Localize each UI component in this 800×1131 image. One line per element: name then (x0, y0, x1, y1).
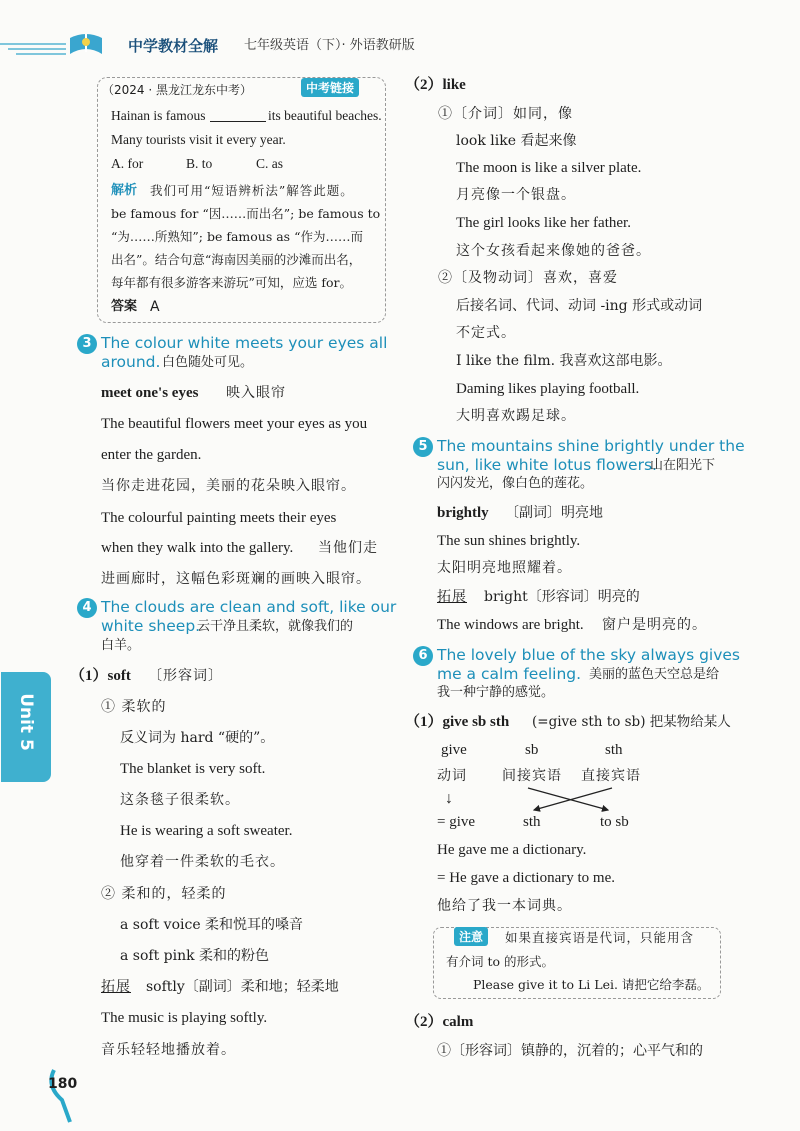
item4-extension-label: 拓展 (101, 979, 131, 995)
header-subtitle: 七年级英语（下）· 外语教研版 (244, 38, 415, 53)
diagram-down-arrow: ↓ (445, 790, 453, 807)
item-number-6: 6 (413, 646, 433, 666)
item5-example-zh: 太阳明亮地照耀着。 (437, 560, 572, 576)
header-decoration (0, 40, 70, 60)
col2-heading-like: （2）like (405, 77, 466, 93)
item5-word: brightly (437, 505, 489, 521)
like-sense2b: 不定式。 (456, 325, 516, 341)
item6-translation-2: 我一种宁静的感觉。 (437, 685, 555, 700)
option-a: A. for (111, 156, 144, 171)
item5-example2-zh: 窗户是明亮的。 (602, 617, 707, 633)
like-sense2e: 大明喜欢踢足球。 (456, 408, 576, 424)
diagram-indirect-object: 间接宾语 (502, 768, 562, 784)
item6-example1: He gave me a dictionary. (437, 842, 587, 858)
diagram-cross-arrows (520, 786, 630, 814)
item3-sentence-line1: The colour white meets your eyes all (101, 334, 388, 352)
item-number-3: 3 (77, 334, 97, 354)
diagram-direct-object: 直接宾语 (581, 768, 641, 784)
exam-question-a: Hainan is famous (111, 108, 206, 123)
item5-translation-2: 闪闪发光，像白色的莲花。 (437, 476, 594, 491)
calm-sense1: ①〔形容词〕镇静的，沉着的；心平气和的 (437, 1043, 703, 1059)
like-sense1d: The girl looks like her father. (456, 215, 631, 231)
item4-sentence-line1: The clouds are clean and soft, like our (101, 598, 397, 616)
item3-example2b: when they walk into the gallery. (101, 540, 294, 556)
book-logo-icon (68, 30, 104, 60)
item3-example2-zh: 进画廊时，这幅色彩斑斓的画映入眼帘。 (101, 571, 371, 587)
unit-side-tab-label: Unit 5 (16, 693, 36, 751)
like-sense2d: Daming likes playing football. (456, 381, 640, 397)
note-line-2: 有介词 to 的形式。 (446, 954, 554, 969)
diagram-sth: sth (605, 742, 623, 758)
item4-example: The music is playing softly. (101, 1010, 268, 1026)
blank-line (210, 121, 266, 122)
item3-phrase-meaning: 映入眼帘 (226, 385, 286, 401)
item3-example2b-zh: 当他们走 (318, 540, 378, 556)
item4-sense2a: a soft voice 柔和悦耳的嗓音 (120, 917, 304, 933)
item5-extension-text: bright〔形容词〕明亮的 (484, 589, 640, 605)
item4-sense1c: 这条毯子很柔软。 (120, 792, 240, 808)
item5-example2: The windows are bright. (437, 617, 584, 633)
item4-example-zh: 音乐轻轻地播放着。 (101, 1042, 236, 1058)
item4-sense2: ② 柔和的，轻柔的 (101, 886, 227, 902)
item3-example2a: The colourful painting meets their eyes (101, 510, 337, 526)
item5-sentence-line1: The mountains shine brightly under the (437, 437, 745, 455)
item4-sense1e: 他穿着一件柔软的毛衣。 (120, 854, 285, 870)
item4-sense1a: 反义词为 hard “硬的”。 (120, 730, 275, 746)
item3-phrase: meet one's eyes (101, 385, 199, 401)
note-line-1: 如果直接宾语是代词，只能用含 (505, 930, 695, 945)
item5-sentence-line2: sun, like white lotus flowers. (437, 456, 657, 474)
like-sense1: ①〔介词〕如同，像 (438, 106, 573, 122)
item4-sentence-line2: white sheep. (101, 617, 201, 635)
answer-label: 答案 (111, 299, 138, 314)
header-brand: 中学教材全解 (128, 37, 219, 55)
item6-heading-calm: （2）calm (405, 1014, 474, 1030)
item4-heading-soft: （1）soft (70, 668, 131, 684)
item3-example1a: The beautiful flowers meet your eyes as you (101, 416, 368, 432)
item-number-4: 4 (77, 598, 97, 618)
diagram-to-sb: to sb (600, 814, 629, 830)
exam-badge: 中考链接 (301, 78, 359, 97)
like-sense1e: 这个女孩看起来像她的爸爸。 (456, 243, 651, 259)
item4-sense1d: He is wearing a soft sweater. (120, 823, 293, 839)
page-number: 180 (48, 1076, 78, 1092)
like-sense1a: look like 看起来像 (456, 133, 577, 149)
item4-extension-text: softly〔副词〕柔和地；轻柔地 (146, 979, 339, 995)
analysis-label: 解析 (111, 183, 138, 198)
option-c: C. as (256, 156, 283, 171)
diagram-sb: sb (525, 742, 539, 758)
item4-translation-1: 云干净且柔软，就像我们的 (197, 619, 354, 634)
item6-give-equivalent: (=give sth to sb) 把某物给某人 (532, 714, 731, 730)
item4-sense1b: The blanket is very soft. (120, 761, 266, 777)
item4-sense2b: a soft pink 柔和的粉色 (120, 948, 270, 964)
item6-example3: 他给了我一本词典。 (437, 898, 572, 914)
item3-translation: 白色随处可见。 (162, 355, 254, 370)
like-sense2: ②〔及物动词〕喜欢，喜爱 (438, 270, 618, 286)
like-sense2a: 后接名词、代词、动词 -ing 形式或动词 (456, 298, 703, 314)
like-sense2c: I like the film. 我喜欢这部电影。 (456, 353, 672, 369)
item5-extension-label: 拓展 (437, 589, 467, 605)
item3-example1b: enter the garden. (101, 447, 202, 463)
note-label: 注意 (454, 927, 488, 946)
diagram-sth2: sth (523, 814, 541, 830)
diagram-eq-give: = give (437, 814, 476, 830)
item-number-5: 5 (413, 437, 433, 457)
diagram-give: give (441, 742, 467, 758)
item5-translation-1: 山在阳光下 (650, 458, 716, 473)
answer-value: A (150, 299, 160, 315)
analysis-line-3: “为……所熟知”; be famous as “作为……而 (111, 229, 363, 244)
exam-source: （2024 · 黑龙江龙东中考） (102, 83, 252, 97)
exam-question-2: Many tourists visit it every year. (111, 132, 286, 147)
like-sense1c: 月亮像一个银盘。 (456, 187, 576, 203)
analysis-line-5: 每年都有很多游客来游玩”可知，应选 for。 (111, 275, 352, 290)
item3-sentence-line2: around. (101, 353, 161, 371)
exam-question-b: its beautiful beaches. (268, 108, 382, 123)
analysis-line-2: be famous for “因……而出名”; be famous to (111, 206, 381, 221)
item6-translation-1: 美丽的蓝色天空总是给 (589, 667, 720, 682)
option-b: B. to (186, 156, 213, 171)
analysis-line-1: 我们可用“短语辨析法”解答此题。 (150, 183, 354, 198)
item6-sentence-line1: The lovely blue of the sky always gives (437, 646, 741, 664)
item4-sense1: ① 柔软的 (101, 699, 167, 715)
item6-heading-give: （1）give sb sth (405, 714, 510, 730)
item6-example2: = He gave a dictionary to me. (437, 870, 615, 886)
item4-translation-2: 白羊。 (101, 638, 141, 653)
item6-sentence-line2: me a calm feeling. (437, 665, 582, 683)
diagram-verb: 动词 (437, 768, 467, 784)
analysis-line-4: 出名”。结合句意“海南因美丽的沙滩而出名， (111, 252, 362, 267)
item5-example: The sun shines brightly. (437, 533, 581, 549)
item4-soft-pos: 〔形容词〕 (148, 668, 223, 684)
note-line-3: Please give it to Li Lei. 请把它给李磊。 (473, 977, 710, 992)
item3-example1-zh: 当你走进花园，美丽的花朵映入眼帘。 (101, 478, 356, 494)
item5-word-pos: 〔副词〕明亮地 (505, 505, 603, 521)
like-sense1b: The moon is like a silver plate. (456, 160, 642, 176)
